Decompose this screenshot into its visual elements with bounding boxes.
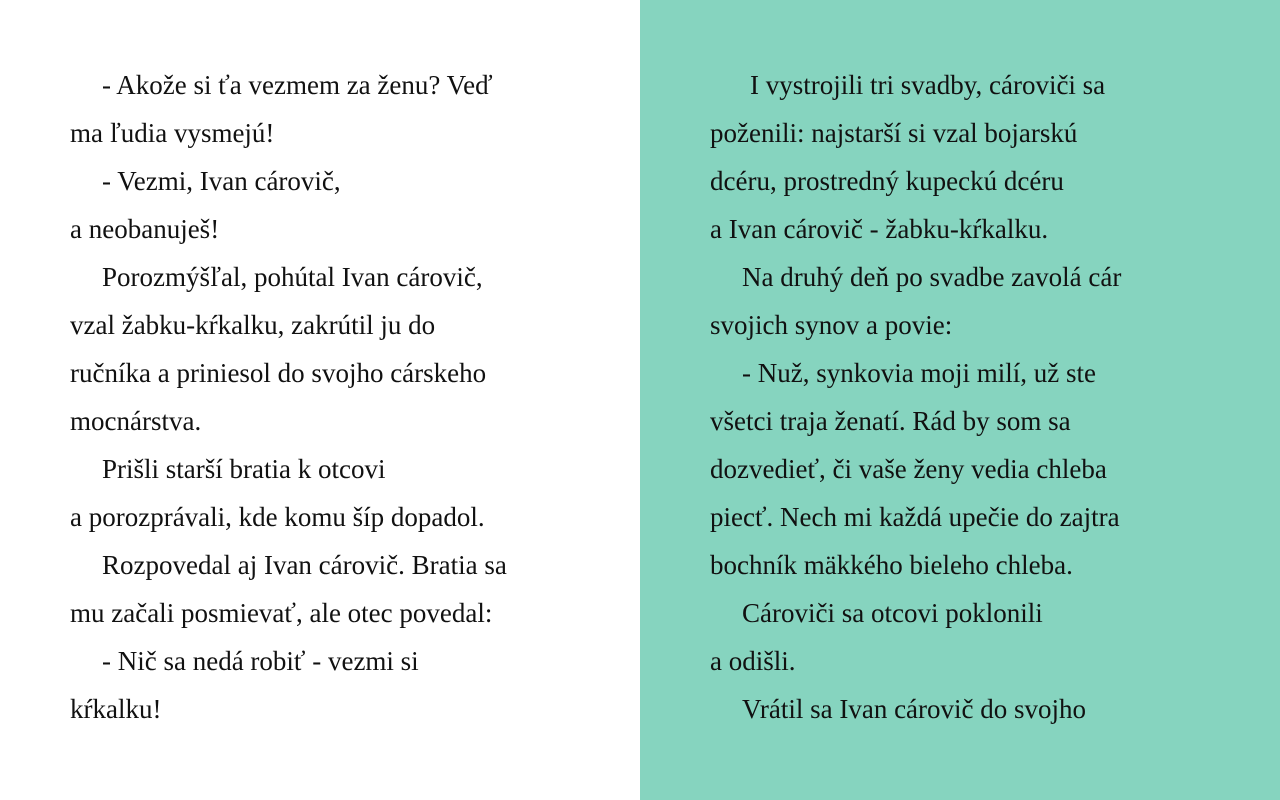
text-line: kŕkalku! [70, 694, 162, 724]
text-line: bochník mäkkého bieleho chleba. [710, 550, 1073, 580]
text-line: všetci traja ženatí. Rád by som sa [710, 406, 1071, 436]
text-line: Vrátil sa Ivan cárovič do svojho [742, 694, 1087, 724]
text-line: Porozmýšľal, pohútal Ivan cárovič, [102, 262, 483, 292]
text-line: dcéru, prostredný kupeckú dcéru [710, 166, 1064, 196]
text-line: mocnárstva. [70, 406, 202, 436]
text-line: ma ľudia vysmejú! [70, 118, 275, 148]
text-line: - Vezmi, Ivan cárovič, [102, 166, 341, 196]
text-line: a neobanuješ! [70, 214, 220, 244]
text-line: a Ivan cárovič - žabku-kŕkalku. [710, 214, 1049, 244]
text-line: dozvedieť, či vaše ženy vedia chleba [710, 454, 1107, 484]
text-line: I vystrojili tri svadby, cároviči sa [750, 70, 1106, 100]
text-line: vzal žabku-kŕkalku, zakrútil ju do [70, 310, 436, 340]
text-line: Rozpovedal aj Ivan cárovič. Bratia sa [102, 550, 507, 580]
text-line: svojich synov a povie: [710, 310, 953, 340]
text-line: - Akože si ťa vezmem za ženu? Veď [102, 70, 493, 100]
text-line: a odišli. [710, 646, 796, 676]
text-line: - Nuž, synkovia moji milí, už ste [742, 358, 1096, 388]
text-line: piecť. Nech mi každá upečie do zajtra [710, 502, 1120, 532]
text-line: ručníka a priniesol do svojho cárskeho [70, 358, 487, 388]
text-line: Na druhý deň po svadbe zavolá cár [742, 262, 1122, 292]
text-line: Prišli starší bratia k otcovi [102, 454, 386, 484]
text-line: - Nič sa nedá robiť - vezmi si [102, 646, 419, 676]
text-line: Cároviči sa otcovi poklonili [742, 598, 1043, 628]
text-line: a porozprávali, kde komu šíp dopadol. [70, 502, 485, 532]
right-page [640, 0, 1280, 800]
text-line: poženili: najstarší si vzal bojarskú [710, 118, 1078, 148]
text-line: mu začali posmievať, ale otec povedal: [70, 598, 493, 628]
